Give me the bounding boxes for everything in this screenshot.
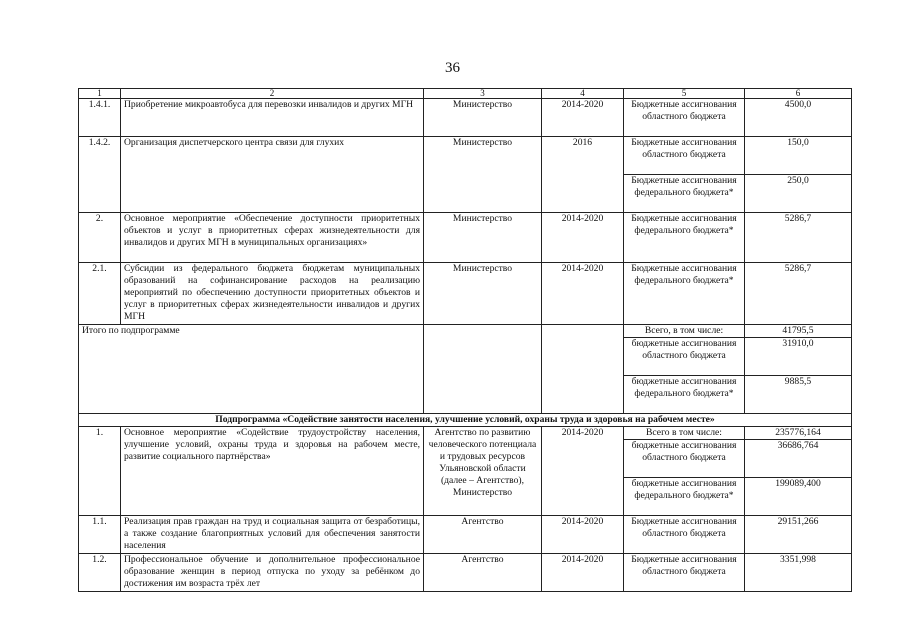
row-number: 1.1.: [79, 516, 121, 554]
empty-cell: [542, 325, 624, 414]
funding-source: Бюджетные ассигнования областного бюджета: [624, 554, 745, 592]
period: 2014-2020: [542, 99, 624, 137]
executor: Министерство: [424, 263, 542, 325]
period: 2014-2020: [542, 554, 624, 592]
funding-source: Всего в том числе:: [624, 427, 745, 440]
column-header: 3: [424, 89, 542, 99]
amount: 250,0: [745, 175, 852, 213]
table-row: [79, 325, 852, 338]
amount: 199089,400: [745, 478, 852, 516]
table-row: [79, 427, 852, 440]
amount: 29151,266: [745, 516, 852, 554]
amount: 9885,5: [745, 376, 852, 414]
amount: 235776,164: [745, 427, 852, 440]
empty-cell: [424, 325, 542, 414]
period: 2014-2020: [542, 213, 624, 263]
column-numbers-row: [79, 89, 852, 99]
subprogram-title: Подпрограмма «Содействие занятости населения, улучшение условий, охраны труда и здоровья на рабочем месте»: [79, 414, 852, 427]
measure-name: Основное мероприятие «Содействие трудоустройству населения, улучшение условий, охраны труда и здоровья на рабочем месте, развитие социального партнёрства»: [121, 427, 424, 516]
executor: Агентство: [424, 516, 542, 554]
total-label: Итого по подпрограмме: [79, 325, 424, 414]
row-number: 2.1.: [79, 263, 121, 325]
funding-source: Бюджетные ассигнования областного бюджета: [624, 137, 745, 175]
amount: 36686,764: [745, 440, 852, 478]
amount: 150,0: [745, 137, 852, 175]
column-header: 4: [542, 89, 624, 99]
amount: 4500,0: [745, 99, 852, 137]
amount: 31910,0: [745, 338, 852, 376]
funding-source: бюджетные ассигнования федерального бюджета*: [624, 478, 745, 516]
amount: 3351,998: [745, 554, 852, 592]
amount: 5286,7: [745, 213, 852, 263]
column-header: 2: [121, 89, 424, 99]
table-row: [79, 137, 852, 175]
executor: Министерство: [424, 213, 542, 263]
row-number: 1.: [79, 427, 121, 516]
funding-source: бюджетные ассигнования областного бюджета: [624, 440, 745, 478]
subprogram-title-row: [79, 414, 852, 427]
funding-source: Бюджетные ассигнования областного бюджета: [624, 99, 745, 137]
table-row: [79, 516, 852, 554]
column-header: 5: [624, 89, 745, 99]
executor: Министерство: [424, 137, 542, 213]
funding-source: Бюджетные ассигнования федерального бюджета*: [624, 213, 745, 263]
period: 2014-2020: [542, 427, 624, 516]
column-header: 1: [79, 89, 121, 99]
amount: 5286,7: [745, 263, 852, 325]
measure-name: Реализация прав граждан на труд и социальная защита от безработицы, а также создание благоприятных условий для обеспечения занятости населения: [121, 516, 424, 554]
funding-source: бюджетные ассигнования федерального бюджета*: [624, 376, 745, 414]
period: 2014-2020: [542, 516, 624, 554]
funding-source: бюджетные ассигнования областного бюджета: [624, 338, 745, 376]
table-row: [79, 554, 852, 592]
measure-name: Основное мероприятие «Обеспечение доступности приоритетных объектов и услуг в приоритетных сферах жизнедеятельности для инвалидов и других МГН в муниципальных организациях»: [121, 213, 424, 263]
row-number: 2.: [79, 213, 121, 263]
period: 2016: [542, 137, 624, 213]
row-number: 1.4.2.: [79, 137, 121, 213]
measure-name: Профессиональное обучение и дополнительное профессиональное образование женщин в период отпуска по уходу за ребёнком до достижения им возраста трёх лет: [121, 554, 424, 592]
row-number: 1.4.1.: [79, 99, 121, 137]
funding-source: Всего, в том числе:: [624, 325, 745, 338]
executor: Агентство по развитию человеческого потенциала и трудовых ресурсов Ульяновской области (далее – Агентство), Министерство: [424, 427, 542, 516]
table-row: [79, 263, 852, 325]
table-row: [79, 213, 852, 263]
executor: Министерство: [424, 99, 542, 137]
executor: Агентство: [424, 554, 542, 592]
measure-name: Приобретение микроавтобуса для перевозки инвалидов и других МГН: [121, 99, 424, 137]
period: 2014-2020: [542, 263, 624, 325]
funding-source: Бюджетные ассигнования федерального бюджета*: [624, 263, 745, 325]
funding-source: Бюджетные ассигнования областного бюджета: [624, 516, 745, 554]
row-number: 1.2.: [79, 554, 121, 592]
measure-name: Субсидии из федерального бюджета бюджетам муниципальных образований на софинансирование расходов на реализацию мероприятий по обеспечению доступности приоритетных объектов и услуг в приоритетных сферах жизнедеятельности инвалидов и других МГН: [121, 263, 424, 325]
amount: 41795,5: [745, 325, 852, 338]
measure-name: Организация диспетчерского центра связи для глухих: [121, 137, 424, 213]
page-number: 36: [445, 60, 460, 76]
column-header: 6: [745, 89, 852, 99]
table-row: [79, 99, 852, 137]
funding-source: Бюджетные ассигнования федерального бюджета*: [624, 175, 745, 213]
program-table: [78, 88, 852, 592]
